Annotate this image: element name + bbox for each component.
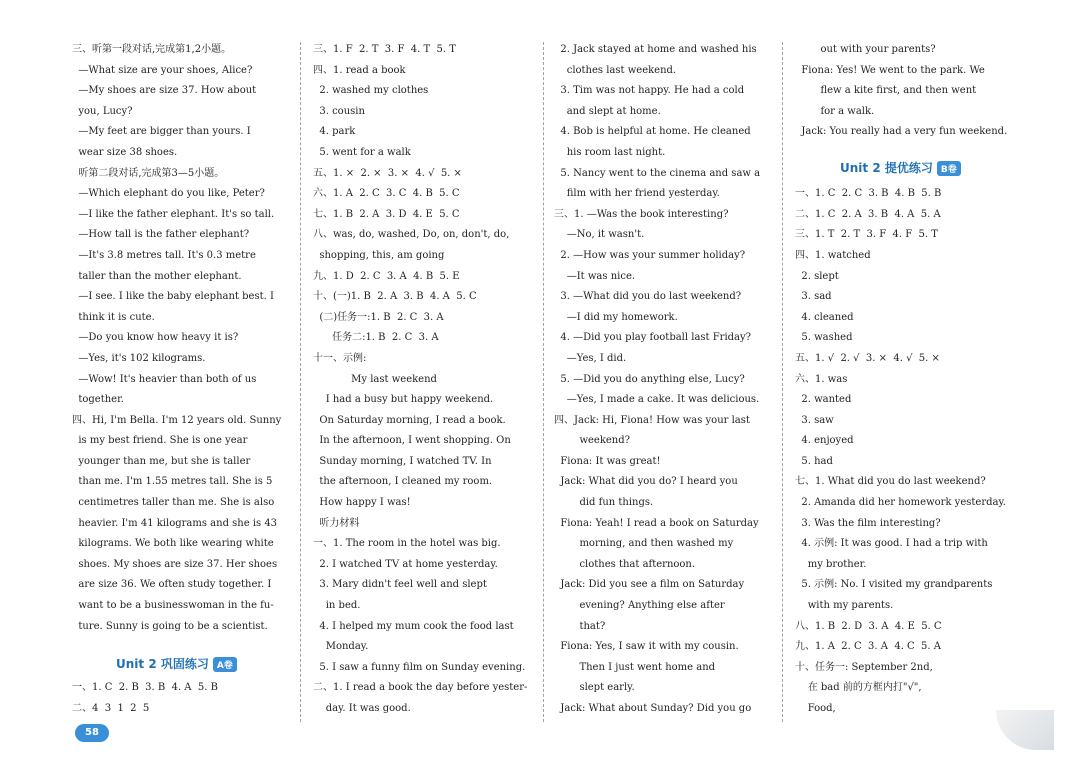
unit-a-badge: A卷 xyxy=(213,657,237,672)
unit-b-badge: B卷 xyxy=(937,161,961,176)
unit-a-heading xyxy=(116,655,237,672)
answer-column-2: 三、1. F 2. T 3. F 4. T 5. T 四、1. read a book 2. washed my clothes 3. cousin 4. park 5. went for a walk 五、1. × 2. × 3. × 4. √ 5. × 六、1. A 2. C 3. C 4. B 5. C 七、1. B 2. A 3. D 4. E 5. C 八、was, do, washed, Do, on, don't, do, shopping, this, am going 九、1. D 2. C 3. A 4. B 5. E 十、(一)1. B 2. A 3. B 4. A 5. C (二)任务一:1. B 2. C 3. A 任务二:1. B 2. C 3. A 十一、示例: My last weekend I had a busy but happy weekend. On Saturday morning, I read a book. In the afternoon, I went shopping. On Sunday morning, I watched TV. In the afternoon, I cleaned my room. How happy I was! 听力材料 一、1. The room in the hotel was big. 2. I watched TV at home yesterday. 3. Mary didn't feel well and slept in bed. 4. I helped my mum cook the food last Monday. 5. I saw a funny film on Sunday evening. 二、1. I read a book the day before yester- day. It was good. xyxy=(313,44,528,714)
unit-b-title: Unit 2 提优练习 xyxy=(840,161,933,175)
answer-column-1: 三、听第一段对话,完成第1,2小题。 —What size are your shoes, Alice? —My shoes are size 37. How about you, Lucy? —My feet are bigger than yours. I wear size 38 shoes. 听第二段对话,完成第3—5小题。 —Which elephant do you like, Peter? —I like the father elephant. It's so tall. —How tall is the father elephant? —It's 3.8 metres tall. It's 0.3 metre taller than the mother elephant. —I see. I like the baby elephant best. I think it is cute. —Do you know how heavy it is? —Yes, it's 102 kilograms. —Wow! It's heavier than both of us together. 四、Hi, I'm Bella. I'm 12 years old. Sunny is my best friend. She is one year younger than me, but she is taller than me. I'm 1.55 metres tall. She is 5 centimetres taller than me. She is also heavier. I'm 41 kilograms and she is 43 kilograms. We both like wearing white shoes. My shoes are size 37. Her shoes are size 36. We often study together. I want to be a businesswoman in the fu- ture. Sunny is going to be a scientist. 一、1. C 2. B 3. B 4. A 5. B 二、4 3 1 2 5 xyxy=(72,44,282,714)
answer-column-4: out with your parents? Fiona: Yes! We went to the park. We flew a kite first, and then went for a walk. Jack: You really had a very fun weekend. 一、1. C 2. C 3. B 4. B 5. B 二、1. C 2. A 3. B 4. A 5. A 三、1. T 2. T 3. F 4. F 5. T 四、1. watched 2. slept 3. sad 4. cleaned 5. washed 五、1. √ 2. √ 3. × 4. √ 5. × 六、1. was 2. wanted 3. saw 4. enjoyed 5. had 七、1. What did you do last weekend? 2. Amanda did her homework yesterday. 3. Was the film interesting? 4. 示例: It was good. I had a trip with my brother. 5. 示例: No. I visited my grandparents with my parents. 八、1. B 2. D 3. A 4. E 5. C 九、1. A 2. C 3. A 4. C 5. A 十、任务一: September 2nd, 在 bad 前的方框内打"√", Food, xyxy=(795,44,1008,714)
column-divider xyxy=(300,42,301,722)
answer-column-3: 2. Jack stayed at home and washed his clothes last weekend. 3. Tim was not happy. He had a cold and slept at home. 4. Bob is helpful at home. He cleaned his room last night. 5. Nancy went to the cinema and saw a film with her friend yesterday. 三、1. —Was the book interesting? —No, it wasn't. 2. —How was your summer holiday? —It was nice. 3. —What did you do last weekend? —I did my homework. 4. —Did you play football last Friday? —Yes, I did. 5. —Did you do anything else, Lucy? —Yes, I made a cake. It was delicious. 四、Jack: Hi, Fiona! How was your last weekend? Fiona: It was great! Jack: What did you do? I heard you did fun things. Fiona: Yeah! I read a book on Saturday morning, and then washed my clothes that afternoon. Jack: Did you see a film on Saturday evening? Anything else after that? Fiona: Yes, I saw it with my cousin. Then I just went home and slept early. Jack: What about Sunday? Did you go xyxy=(554,44,761,714)
column-divider xyxy=(543,42,544,722)
page-number: 58 xyxy=(75,724,109,742)
page-curl-decoration xyxy=(996,710,1054,750)
unit-b-heading xyxy=(840,159,961,176)
column-divider xyxy=(782,42,783,722)
unit-a-title: Unit 2 巩固练习 xyxy=(116,657,209,671)
